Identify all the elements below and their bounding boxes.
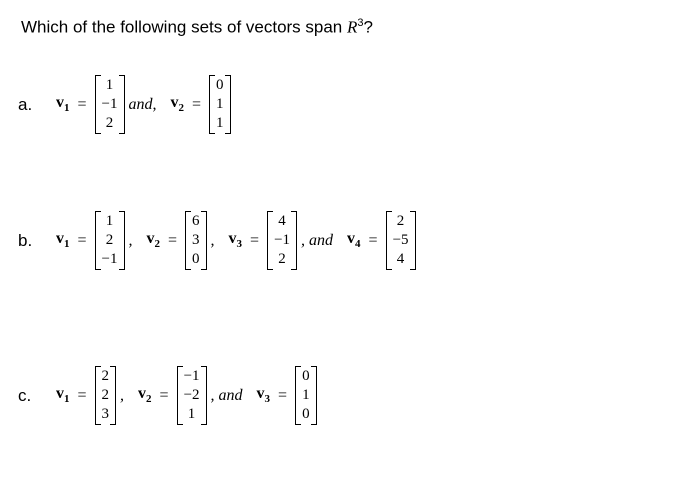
vector-name: $v_2$ xyxy=(170,94,184,115)
matrix-entry: −2 xyxy=(183,387,200,403)
option-b xyxy=(18,211,426,270)
equals-sign: = xyxy=(168,231,178,249)
vector-term xyxy=(56,75,165,134)
vector-term xyxy=(229,211,342,270)
vector-name: $v_4$ xyxy=(347,230,361,251)
question-text xyxy=(21,17,373,38)
vector-name: $v_2$ xyxy=(146,230,160,251)
question-tail: ? xyxy=(363,17,373,37)
matrix-entry: 3 xyxy=(101,406,110,422)
matrix-entry: 4 xyxy=(278,213,286,229)
option-label: b. xyxy=(18,230,33,250)
equals-sign: = xyxy=(77,386,87,404)
question-prefix: Which of the following sets of vectors span xyxy=(21,17,347,37)
matrix-entry: 0 xyxy=(216,77,224,93)
matrix-entry: 1 xyxy=(216,96,224,112)
separator-text: , xyxy=(128,231,133,249)
matrix-entry: −1 xyxy=(101,251,118,267)
separator-text: , xyxy=(120,386,125,404)
column-matrix xyxy=(177,366,207,425)
matrix-entry: 6 xyxy=(192,213,200,229)
matrix-entry: 4 xyxy=(396,251,405,267)
vector-name: $v_3$ xyxy=(256,385,271,406)
matrix-entry: 1 xyxy=(105,77,114,93)
separator-text: , xyxy=(210,231,215,249)
column-matrix xyxy=(185,211,207,270)
matrix-entry: 2 xyxy=(101,387,110,403)
vector-term xyxy=(171,75,235,134)
matrix-entry: 2 xyxy=(105,115,114,131)
separator-text: and, xyxy=(128,95,157,113)
matrix-entry: 1 xyxy=(105,213,114,229)
column-matrix xyxy=(95,211,125,270)
equals-sign: = xyxy=(192,95,202,113)
matrix-entry: 1 xyxy=(302,387,310,403)
matrix-entry: −1 xyxy=(101,96,118,112)
matrix-entry: 3 xyxy=(192,232,200,248)
vector-term xyxy=(56,211,141,270)
column-matrix xyxy=(95,75,125,134)
matrix-entry: 0 xyxy=(302,406,310,422)
column-matrix xyxy=(295,366,317,425)
matrix-entry: 2 xyxy=(105,232,114,248)
equals-sign: = xyxy=(77,231,87,249)
vector-name: $v_2$ xyxy=(138,385,152,406)
matrix-entry: 2 xyxy=(101,368,110,384)
matrix-entry: 0 xyxy=(192,251,200,267)
option-label: a. xyxy=(18,94,33,114)
option-a xyxy=(18,75,241,134)
equals-sign: = xyxy=(77,95,87,113)
column-matrix xyxy=(209,75,231,134)
equals-sign: = xyxy=(368,231,378,249)
matrix-entry: −1 xyxy=(183,368,200,384)
equals-sign: = xyxy=(278,386,288,404)
separator-text: , and xyxy=(301,231,334,249)
option-c xyxy=(18,366,327,425)
matrix-entry: 2 xyxy=(278,251,286,267)
vector-name: $v_1$ xyxy=(56,94,70,115)
vector-name: $v_1$ xyxy=(56,385,70,406)
space-exponent: 3 xyxy=(357,17,364,29)
matrix-entry: 0 xyxy=(302,368,310,384)
column-matrix xyxy=(95,366,117,425)
vector-term xyxy=(138,366,251,425)
separator-text: , and xyxy=(210,386,243,404)
matrix-entry: 1 xyxy=(216,115,224,131)
column-matrix xyxy=(267,211,297,270)
vector-term xyxy=(147,211,223,270)
space-symbol: R xyxy=(347,17,358,37)
vector-term xyxy=(347,211,420,270)
option-label: c. xyxy=(18,385,32,405)
matrix-entry: −1 xyxy=(274,232,291,248)
matrix-entry: 2 xyxy=(396,213,405,229)
vector-name: $v_3$ xyxy=(228,230,243,251)
matrix-entry: 1 xyxy=(187,406,196,422)
column-matrix xyxy=(386,211,416,270)
equals-sign: = xyxy=(159,386,169,404)
matrix-entry: −5 xyxy=(392,232,409,248)
equals-sign: = xyxy=(250,231,260,249)
vector-term xyxy=(56,366,132,425)
vector-term xyxy=(257,366,321,425)
vector-name: $v_1$ xyxy=(56,230,70,251)
